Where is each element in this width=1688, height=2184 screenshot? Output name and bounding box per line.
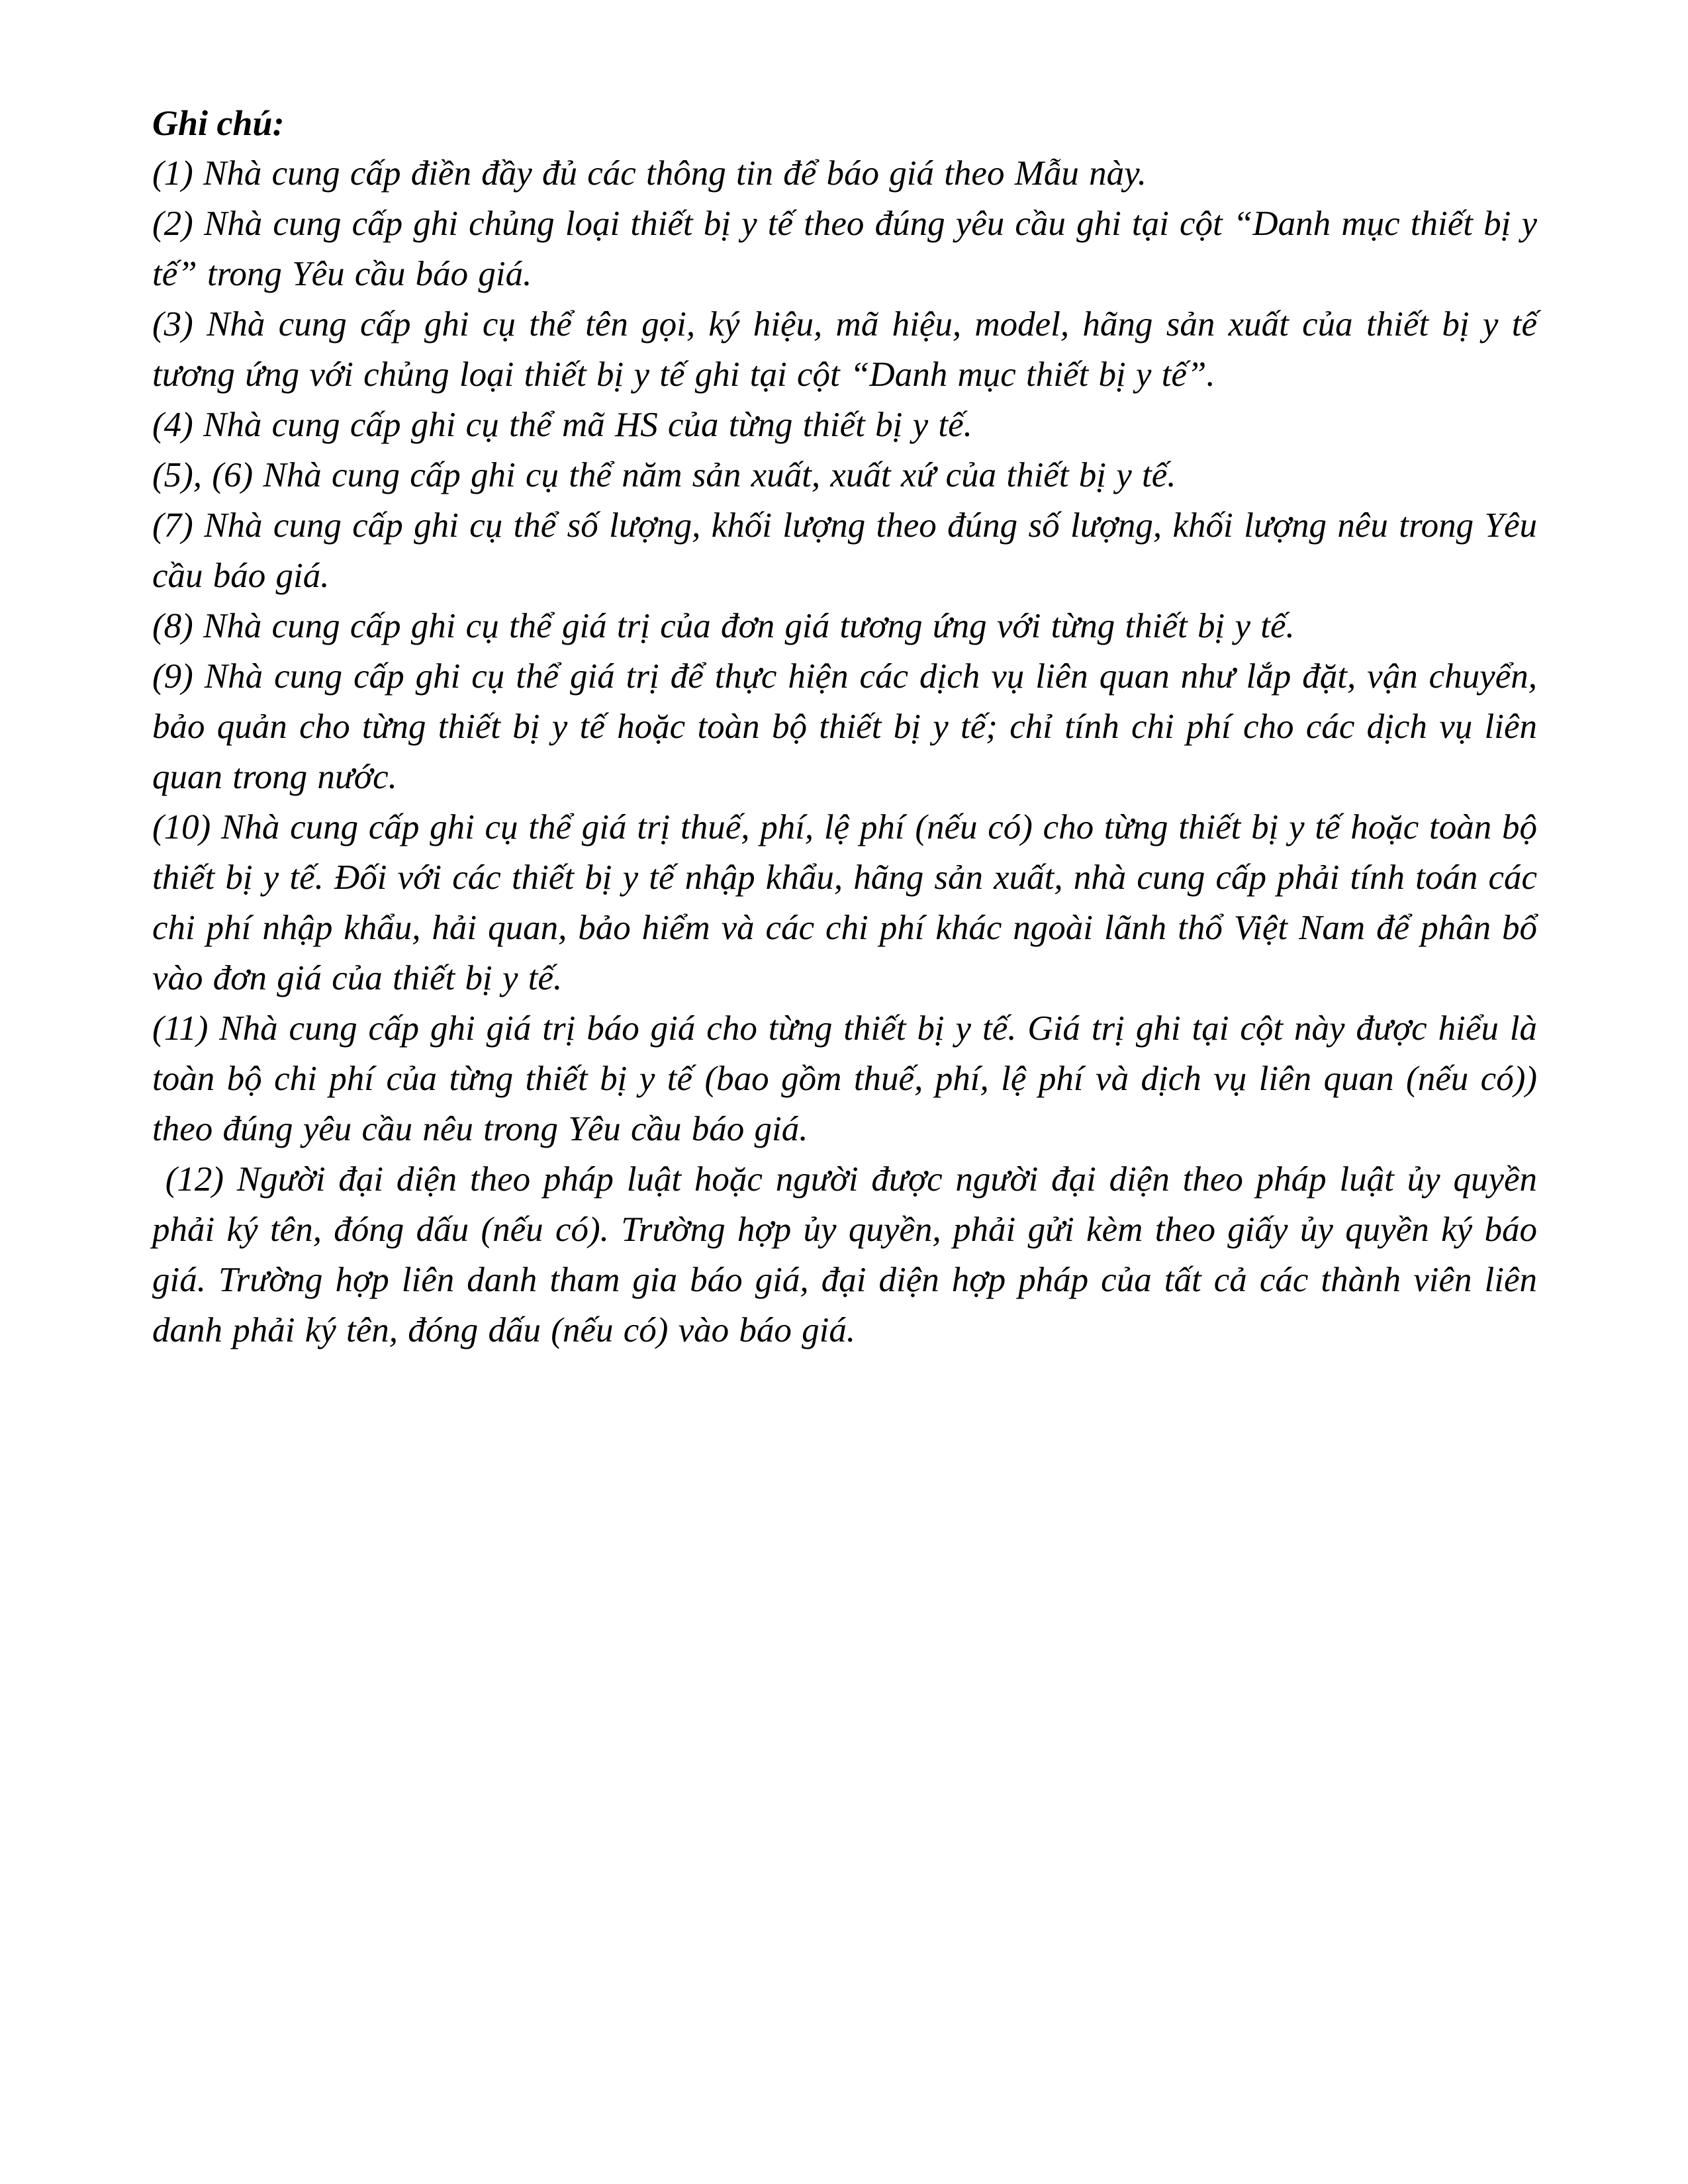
note-7: (7) Nhà cung cấp ghi cụ thể số lượng, khối lượng theo đúng số lượng, khối lượng nêu trong Yêu cầu báo giá.: [152, 506, 1537, 595]
note-8: (8) Nhà cung cấp ghi cụ thể giá trị của đơn giá tương ứng với từng thiết bị y tế.: [152, 607, 1295, 645]
note-2: (2) Nhà cung cấp ghi chủng loại thiết bị y tế theo đúng yêu cầu ghi tại cột “Danh mục thiết bị y tế” trong Yêu cầu báo giá.: [152, 205, 1537, 293]
note-1: (1) Nhà cung cấp điền đầy đủ các thông tin để báo giá theo Mẫu này.: [152, 154, 1147, 193]
note-11: (11) Nhà cung cấp ghi giá trị báo giá cho từng thiết bị y tế. Giá trị ghi tại cột này được hiểu là toàn bộ chi phí của từng thiết bị y tế (bao gồm thuế, phí, lệ phí và dịch vụ liên quan (nếu có)) theo đúng yêu cầu nêu trong Yêu cầu báo giá.: [152, 1009, 1537, 1148]
notes-section: [152, 98, 1537, 1355]
note-5-6: (5), (6) Nhà cung cấp ghi cụ thể năm sản xuất, xuất xứ của thiết bị y tế.: [152, 456, 1176, 494]
note-12: (12) Người đại diện theo pháp luật hoặc người được người đại diện theo pháp luật ủy quyền phải ký tên, đóng dấu (nếu có). Trường hợp ủy quyền, phải gửi kèm theo giấy ủy quyền ký báo giá. Trường hợp liên danh tham gia báo giá, đại diện hợp pháp của tất cả các thành viên liên danh phải ký tên, đóng dấu (nếu có) vào báo giá.: [152, 1160, 1537, 1349]
note-10: (10) Nhà cung cấp ghi cụ thể giá trị thuế, phí, lệ phí (nếu có) cho từng thiết bị y tế hoặc toàn bộ thiết bị y tế. Đối với các thiết bị y tế nhập khẩu, hãng sản xuất, nhà cung cấp phải tính toán các chi phí nhập khẩu, hải quan, bảo hiểm và các chi phí khác ngoài lãnh thổ Việt Nam để phân bổ vào đơn giá của thiết bị y tế.: [152, 808, 1537, 997]
note-9: (9) Nhà cung cấp ghi cụ thể giá trị để thực hiện các dịch vụ liên quan như lắp đặt, vận chuyển, bảo quản cho từng thiết bị y tế hoặc toàn bộ thiết bị y tế; chỉ tính chi phí cho các dịch vụ liên quan trong nước.: [152, 657, 1537, 796]
notes-heading: Ghi chú:: [152, 103, 285, 143]
note-3: (3) Nhà cung cấp ghi cụ thể tên gọi, ký hiệu, mã hiệu, model, hãng sản xuất của thiết bị y tế tương ứng với chủng loại thiết bị y tế ghi tại cột “Danh mục thiết bị y tế”.: [152, 305, 1537, 394]
note-4: (4) Nhà cung cấp ghi cụ thể mã HS của từng thiết bị y tế.: [152, 406, 972, 444]
